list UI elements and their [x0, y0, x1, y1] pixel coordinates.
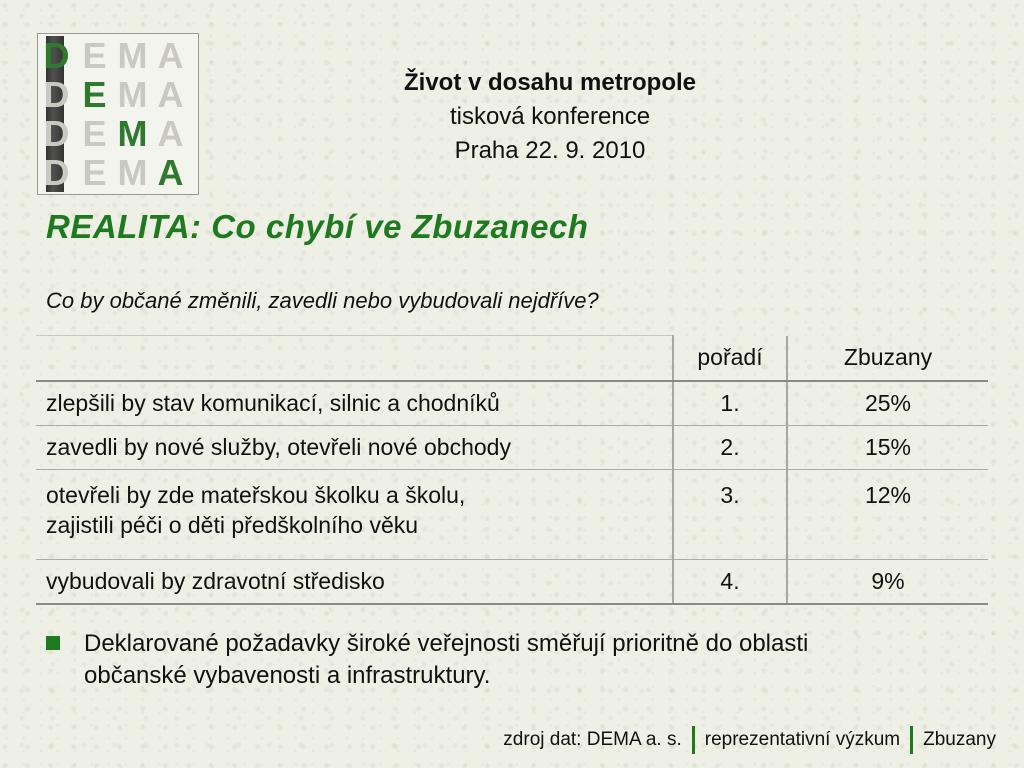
row-rank: 1.	[673, 381, 787, 426]
footer	[503, 726, 996, 754]
row-item-line: zajistili péči o děti předškolního věku	[46, 512, 419, 538]
table-header-row	[36, 336, 988, 382]
logo-row: D E M A	[43, 152, 185, 193]
row-item: zlepšili by stav komunikací, silnic a chodníků	[36, 381, 673, 426]
logo-row: D E M A	[43, 35, 185, 76]
logo-row: D E M A	[43, 74, 185, 115]
footer-type: reprezentativní výzkum	[704, 729, 901, 750]
header-rank: pořadí	[673, 336, 787, 382]
conference-title: Život v dosahu metropole	[403, 69, 697, 96]
dema-logo	[38, 34, 198, 194]
row-item: vybudovali by zdravotní středisko	[36, 560, 673, 605]
table-row	[36, 470, 988, 560]
bullet-line: občanské vybavenosti a infrastruktury.	[84, 662, 491, 689]
row-item	[36, 470, 673, 560]
table-row	[36, 560, 988, 605]
slide-header	[350, 66, 750, 168]
row-rank: 4.	[673, 560, 787, 605]
row-value: 25%	[787, 381, 988, 426]
row-value: 9%	[787, 560, 988, 605]
footer-location: Zbuzany	[923, 729, 996, 750]
logo-row: D E M A	[43, 113, 185, 154]
row-item: zavedli by nové služby, otevřeli nové obchody	[36, 426, 673, 470]
footer-separator	[692, 726, 695, 754]
row-value: 12%	[787, 470, 988, 560]
header-item	[36, 336, 673, 382]
footer-source: zdroj dat: DEMA a. s.	[503, 729, 682, 750]
bullet-square-icon	[46, 636, 60, 650]
slide-title: REALITA: Co chybí ve Zbuzanech	[46, 208, 589, 245]
header-location: Zbuzany	[787, 336, 988, 382]
table-row	[36, 381, 988, 426]
conference-date: Praha 22. 9. 2010	[454, 137, 646, 164]
row-value: 15%	[787, 426, 988, 470]
results-table	[36, 335, 988, 605]
table-row	[36, 426, 988, 470]
survey-question: Co by občané změnili, zavedli nebo vybudovali nejdříve?	[46, 288, 599, 313]
row-rank: 3.	[673, 470, 787, 560]
bullet-line: Deklarované požadavky široké veřejnosti směřují prioritně do oblasti	[84, 630, 809, 657]
conference-subtitle: tisková konference	[449, 103, 651, 130]
row-item-line: otevřeli by zde mateřskou školku a školu,	[46, 482, 466, 508]
row-rank: 2.	[673, 426, 787, 470]
footer-separator	[910, 726, 913, 754]
bullet-text	[84, 628, 946, 692]
conclusion-bullet	[46, 628, 946, 692]
